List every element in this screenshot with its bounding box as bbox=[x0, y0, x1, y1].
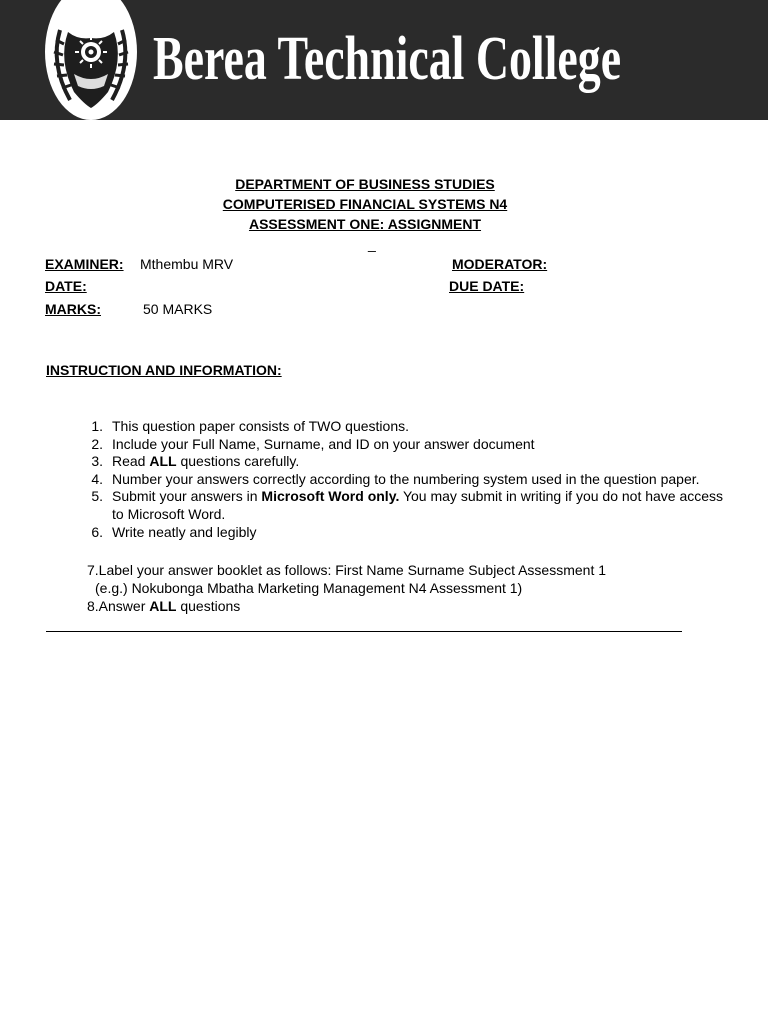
assessment-title: ASSESSMENT ONE: ASSIGNMENT bbox=[248, 216, 482, 232]
marks-label: MARKS: bbox=[45, 301, 101, 317]
college-crest-icon bbox=[44, 0, 138, 120]
item-number: 2. bbox=[91, 435, 103, 452]
instruction-item-7-example: (e.g.) Nokubonga Mbatha Marketing Management N4 Assessment 1) bbox=[95, 580, 523, 596]
instructions-list bbox=[87, 418, 737, 541]
section-divider bbox=[46, 631, 682, 632]
examiner-label: EXAMINER: bbox=[45, 256, 124, 272]
item-number: 3. bbox=[91, 453, 103, 470]
item-text: Include your Full Name, Surname, and ID on your answer document bbox=[112, 435, 535, 452]
item-number: 6. bbox=[91, 523, 103, 540]
examiner-value: Mthembu MRV bbox=[140, 256, 234, 272]
item-text: Write neatly and legibly bbox=[112, 523, 257, 540]
college-name: Berea Technical College bbox=[153, 25, 622, 93]
separator-dash: _ bbox=[368, 236, 376, 252]
due-date-label: DUE DATE: bbox=[449, 278, 525, 294]
instructions-heading: INSTRUCTION AND INFORMATION: bbox=[46, 362, 282, 378]
item-emphasis: ALL bbox=[149, 453, 177, 470]
subject-title: COMPUTERISED FINANCIAL SYSTEMS N4 bbox=[222, 196, 508, 212]
list-item bbox=[87, 436, 737, 454]
item-text: questions bbox=[176, 598, 241, 614]
item-text: You may submit in writing if you do not have access to Microsoft Word. bbox=[112, 488, 724, 522]
item-text: Number your answers correctly according to the numbering system used in the question paper. bbox=[112, 470, 700, 487]
list-item bbox=[87, 418, 737, 436]
marks-value: 50 MARKS bbox=[143, 301, 213, 317]
item-emphasis: ALL bbox=[149, 598, 177, 614]
college-banner bbox=[0, 0, 768, 120]
department-title: DEPARTMENT OF BUSINESS STUDIES bbox=[235, 176, 495, 192]
list-item bbox=[87, 524, 737, 542]
item-number: 4. bbox=[91, 470, 103, 487]
instruction-item-8 bbox=[87, 598, 240, 614]
list-item bbox=[87, 488, 737, 523]
date-label: DATE: bbox=[45, 278, 87, 294]
item-number: 1. bbox=[91, 418, 103, 434]
item-number: 5. bbox=[91, 488, 103, 505]
moderator-label: MODERATOR: bbox=[452, 256, 548, 272]
instruction-item-7: 7.Label your answer booklet as follows: First Name Surname Subject Assessment 1 bbox=[87, 562, 607, 578]
item-text: Submit your answers in bbox=[112, 488, 262, 505]
list-item bbox=[87, 471, 737, 489]
item-text: Read bbox=[112, 453, 150, 470]
item-text: This question paper consists of TWO questions. bbox=[112, 418, 409, 434]
item-text: questions carefully. bbox=[176, 453, 300, 470]
list-item bbox=[87, 453, 737, 471]
item-text: 8.Answer bbox=[87, 598, 150, 614]
item-emphasis: Microsoft Word only. bbox=[261, 488, 400, 505]
